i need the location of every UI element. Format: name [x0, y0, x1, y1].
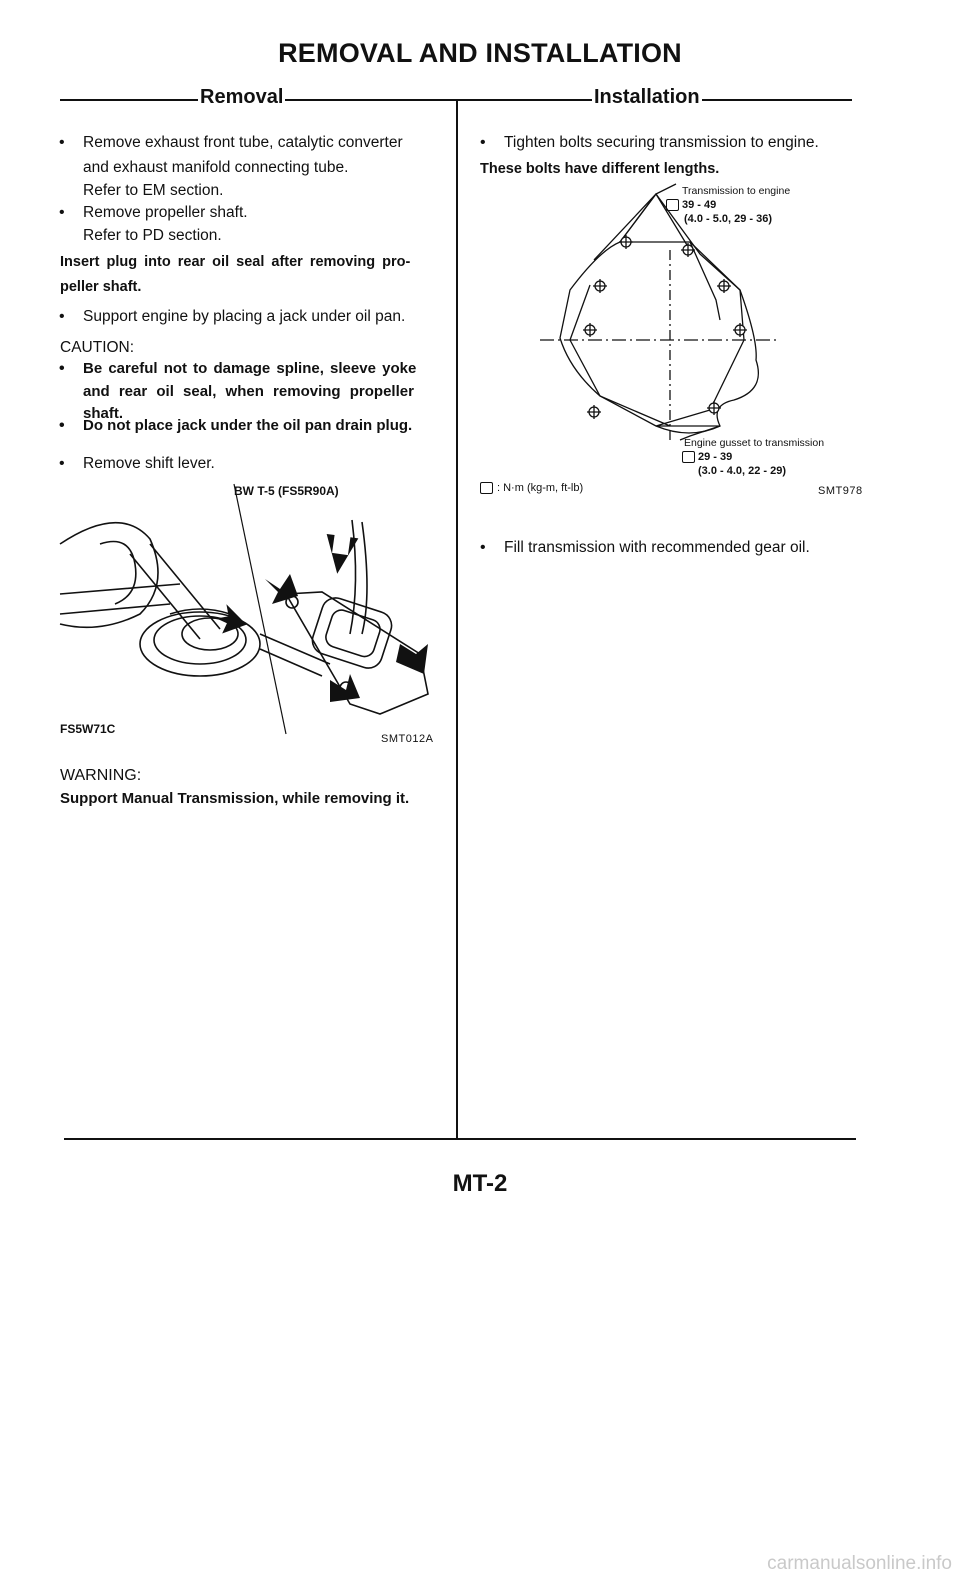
caution-item-1-cont2: shaft. — [83, 405, 124, 422]
insert-plug-note-cont: peller shaft. — [60, 279, 142, 295]
support-engine-step: • Support engine by placing a jack under oil pan. — [83, 306, 405, 328]
figure-code-smt012a: SMT012A — [381, 733, 434, 745]
caution-label: CAUTION: — [60, 339, 135, 356]
warning-text: Support Manual Transmission, while removing it. — [60, 790, 410, 807]
bellhousing-figure — [560, 190, 800, 450]
fig-bottom-label: Engine gusset to transmission — [684, 437, 825, 449]
insert-plug-note: Insert plug into rear oil seal after removing pro- — [60, 254, 411, 270]
page-number: MT-2 — [452, 1170, 508, 1197]
installation-step-1: • Tighten bolts securing transmission to engine. — [504, 132, 819, 154]
bottom-rule — [64, 1138, 856, 1140]
column-divider — [456, 100, 458, 1140]
fig-bottom-torque: 29 - 39 — [682, 451, 732, 463]
watermark: carmanualsonline.info — [767, 1553, 952, 1574]
removal-heading: Removal — [200, 86, 284, 108]
removal-step-1-ref: Refer to EM section. — [83, 182, 224, 199]
installation-note: These bolts have different lengths. — [480, 161, 720, 177]
torque-icon — [682, 451, 695, 463]
warning-label: WARNING: — [60, 767, 142, 784]
fig-top-torque: 39 - 49 — [666, 199, 716, 211]
installation-heading: Installation — [594, 86, 700, 108]
installation-step-2: • Fill transmission with recommended gear oil. — [504, 537, 810, 559]
fig-top-label: Transmission to engine — [682, 185, 791, 197]
removal-step-2: • Remove propeller shaft. — [83, 202, 248, 224]
removal-step-1-cont: and exhaust manifold connecting tube. — [83, 159, 349, 176]
shift-lever-figure — [60, 484, 440, 740]
torque-icon — [480, 482, 493, 494]
fig-units-legend: : N·m (kg-m, ft-lb) — [480, 482, 583, 494]
caution-item-1-cont: and rear oil seal, when removing propeller — [83, 383, 414, 400]
caution-item-1: • Be careful not to damage spline, sleeve yoke — [83, 358, 416, 380]
fig-top-torque-alt: (4.0 - 5.0, 29 - 36) — [684, 213, 773, 225]
caution-item-2: • Do not place jack under the oil pan drain plug. — [83, 415, 412, 437]
figure-label-fs5w71c: FS5W71C — [60, 722, 116, 736]
figure-code-smt978: SMT978 — [818, 485, 863, 497]
removal-step-1: • Remove exhaust front tube, catalytic converter — [83, 132, 403, 154]
removal-step-2-ref: Refer to PD section. — [83, 227, 222, 244]
figure-label-bwt5: BW T-5 (FS5R90A) — [234, 484, 339, 498]
remove-shift-lever-step: • Remove shift lever. — [83, 453, 215, 475]
page-title: REMOVAL AND INSTALLATION — [278, 38, 682, 68]
fig-bottom-torque-alt: (3.0 - 4.0, 22 - 29) — [698, 465, 787, 477]
